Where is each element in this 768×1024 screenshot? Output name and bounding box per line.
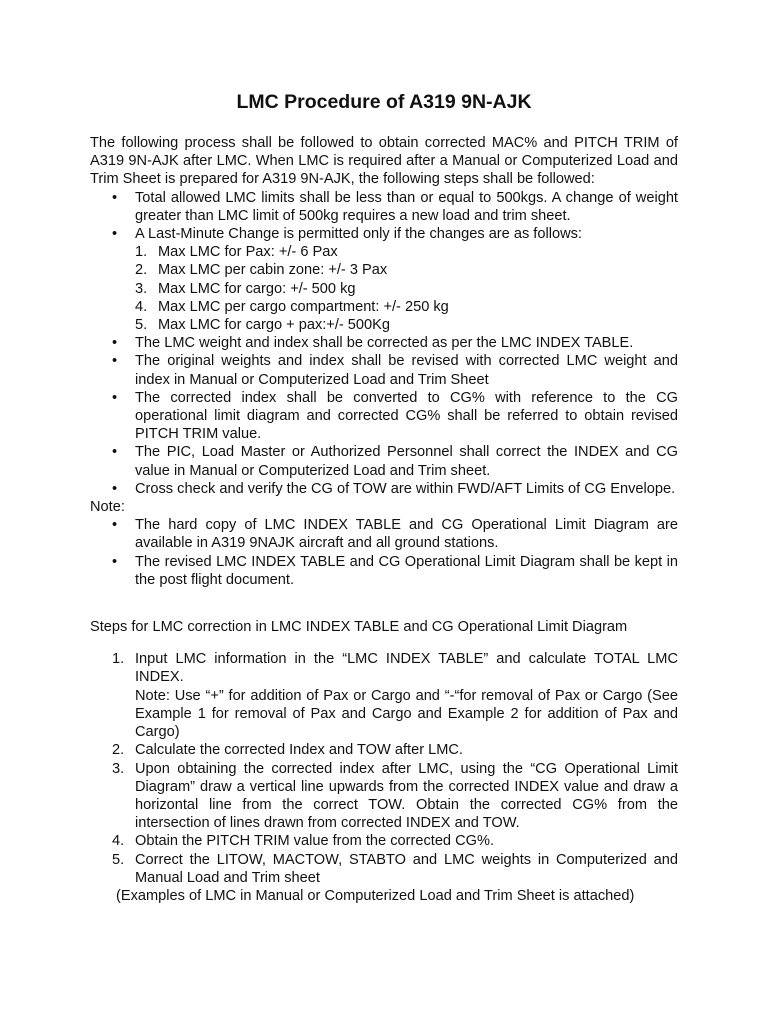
note-bullet-list — [90, 516, 678, 589]
limit-item: 5. Max LMC for cargo + pax:+/- 500Kg — [135, 317, 390, 334]
bullet-item: • A Last-Minute Change is permitted only if the changes are as follows: 1. Max LMC for Pax: +/- 6 Pax 2. Max LMC per cabin zone: +/- 3 Pax 3. Max LMC for cargo: +/- 500 kg 4. Max LMC per cargo compartment: +/- 250 kg 5. Max LMC for cargo + pax:+/- 500Kg — [90, 225, 678, 334]
limit-item: 2. Max LMC per cabin zone: +/- 3 Pax — [135, 262, 388, 279]
procedure-bullet-list — [90, 189, 678, 498]
intro-paragraph: The following process shall be followed to obtain corrected MAC% and PITCH TRIM of A319 9N-AJK after LMC. When LMC is required after a Manual or Computerized Load and Trim Sheet is prepared for A319 9N-AJK, the following steps shall be followed: — [90, 135, 678, 188]
step-item: 1. Input LMC information in the “LMC INDEX TABLE” and calculate TOTAL LMC INDEX. Note: Use “+” for addition of Pax or Cargo and “-“for removal of Pax or Cargo (See Example 1 for removal of Pax and Cargo and Example 2 for addition of Pax and Cargo) — [112, 651, 678, 741]
attachment-note: (Examples of LMC in Manual or Computerized Load and Trim Sheet is attached) — [116, 887, 635, 904]
bullet-item: • The corrected index shall be converted to CG% with reference to the CG operational limit diagram and corrected CG% shall be referred to obtain revised PITCH TRIM value. — [90, 389, 678, 444]
limit-item: 4. Max LMC per cargo compartment: +/- 250 kg — [135, 298, 449, 315]
note-label: Note: — [90, 499, 125, 516]
step-item: 3. Upon obtaining the corrected index after LMC, using the “CG Operational Limit Diagram” draw a vertical line upwards from the corrected INDEX value and draw a horizontal line from the correct TOW. Obtain the corrected CG% from the intersection of lines drawn from corrected INDEX and TOW. — [112, 760, 678, 832]
note-item: • The hard copy of LMC INDEX TABLE and CG Operational Limit Diagram are available in A319 9NAJK aircraft and all ground stations. — [90, 516, 678, 552]
note-item: • The revised LMC INDEX TABLE and CG Operational Limit Diagram shall be kept in the post flight document. — [90, 553, 678, 589]
limit-item: 1. Max LMC for Pax: +/- 6 Pax — [135, 244, 338, 261]
steps-heading: Steps for LMC correction in LMC INDEX TABLE and CG Operational Limit Diagram — [90, 619, 628, 636]
document-page — [90, 90, 678, 905]
lmc-limits-list — [135, 243, 678, 334]
bullet-item: • Total allowed LMC limits shall be less than or equal to 500kgs. A change of weight greater than LMC limit of 500kg requires a new load and trim sheet. — [90, 189, 678, 225]
bullet-item: • The PIC, Load Master or Authorized Personnel shall correct the INDEX and CG value in Manual or Computerized Load and Trim sheet. — [90, 443, 678, 479]
steps-list — [90, 650, 678, 887]
bullet-item: • Cross check and verify the CG of TOW are within FWD/AFT Limits of CG Envelope. — [90, 480, 678, 498]
bullet-item: • The LMC weight and index shall be corrected as per the LMC INDEX TABLE. — [90, 334, 678, 352]
limit-item: 3. Max LMC for cargo: +/- 500 kg — [135, 280, 356, 297]
step-item: 4. Obtain the PITCH TRIM value from the corrected CG%. — [112, 833, 495, 850]
step-item: 5. Correct the LITOW, MACTOW, STABTO and LMC weights in Computerized and Manual Load and Trim sheet — [112, 851, 678, 886]
step-item: 2. Calculate the corrected Index and TOW after LMC. — [112, 742, 463, 759]
bullet-item: • The original weights and index shall be revised with corrected LMC weight and index in Manual or Computerized Load and Trim Sheet — [90, 352, 678, 388]
step-1-note: Note: Use “+” for addition of Pax or Cargo and “-“for removal of Pax or Cargo (See Example 1 for removal of Pax and Cargo and Example 2 for addition of Pax and Cargo) — [135, 687, 678, 741]
page-title: LMC Procedure of A319 9N-AJK — [236, 91, 532, 113]
